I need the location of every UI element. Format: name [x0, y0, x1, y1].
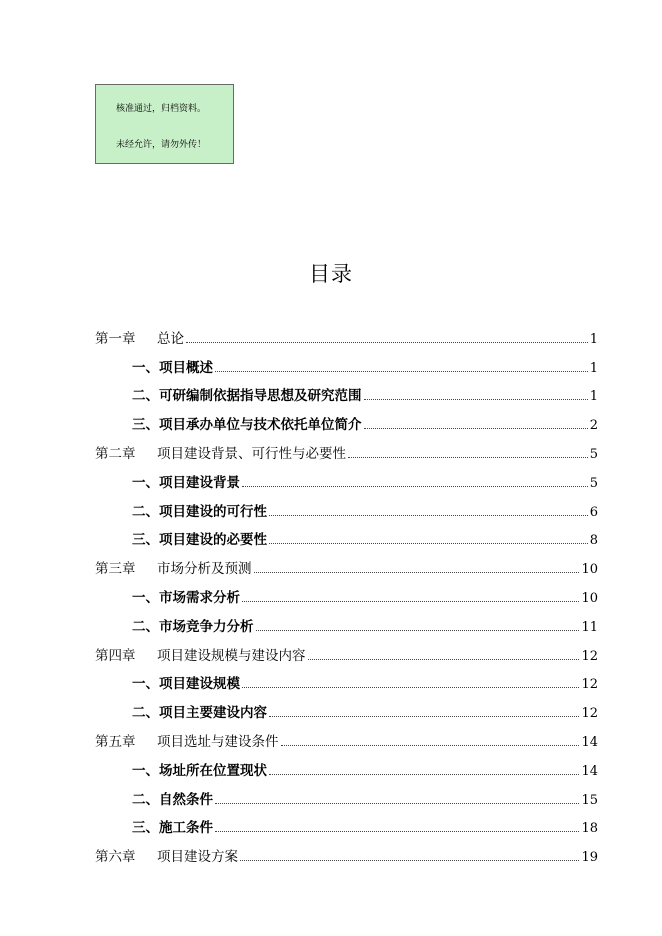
toc-entry-label	[95, 644, 306, 664]
page-number: 8	[589, 533, 598, 549]
toc-title: 目录	[309, 262, 353, 286]
chapter-title: 项目建设背景、可行性与必要性	[157, 445, 346, 462]
dot-leader	[348, 456, 588, 458]
toc-section-entry[interactable]	[95, 493, 598, 522]
page-number: 5	[589, 446, 598, 462]
toc-entry-label: 三、项目建设的必要性	[132, 532, 267, 549]
page-number: 6	[589, 504, 598, 520]
dot-leader	[364, 398, 588, 400]
page-number: 1	[589, 331, 598, 347]
dot-leader	[242, 686, 579, 688]
chapter-number: 第五章	[95, 733, 136, 750]
toc-entry-label	[95, 730, 279, 750]
dot-leader	[240, 859, 579, 861]
toc-entry-label	[95, 557, 252, 577]
dot-leader	[269, 542, 588, 544]
dot-leader	[242, 485, 588, 487]
approval-notice-box	[95, 84, 234, 164]
toc-section-entry[interactable]	[95, 579, 598, 608]
page-number: 1	[589, 389, 598, 405]
toc-chapter-entry[interactable]	[95, 637, 598, 666]
toc-chapter-entry[interactable]	[95, 550, 598, 579]
page-number: 14	[581, 763, 598, 779]
chapter-title: 项目建设规模与建设内容	[157, 647, 306, 664]
dot-leader	[254, 571, 580, 573]
toc-chapter-entry[interactable]	[95, 435, 598, 464]
toc-entry-label: 一、场址所在位置现状	[132, 762, 267, 779]
page-number: 12	[581, 677, 598, 693]
toc-section-entry[interactable]	[95, 608, 598, 637]
toc-entry-label: 一、项目建设背景	[132, 474, 240, 491]
toc-section-entry[interactable]	[95, 694, 598, 723]
chapter-title: 市场分析及预测	[157, 561, 252, 578]
notice-line-approved: 核准通过，归档资料。	[116, 104, 207, 114]
chapter-number: 第一章	[95, 330, 136, 347]
dot-leader	[269, 715, 579, 717]
toc-chapter-entry[interactable]	[95, 320, 598, 349]
toc-section-entry[interactable]	[95, 522, 598, 551]
dot-leader	[256, 629, 580, 631]
dot-leader	[186, 341, 588, 343]
toc-entry-label	[95, 442, 346, 462]
dot-leader	[281, 744, 580, 746]
page-number: 11	[581, 619, 598, 635]
toc-section-entry[interactable]	[95, 378, 598, 407]
toc-chapter-entry[interactable]	[95, 838, 598, 867]
toc-section-entry[interactable]	[95, 810, 598, 839]
dot-leader	[364, 427, 588, 429]
toc-entry-label: 二、可研编制依据指导思想及研究范围	[132, 388, 362, 405]
toc-section-entry[interactable]	[95, 666, 598, 695]
page-number: 12	[581, 648, 598, 664]
dot-leader	[269, 773, 579, 775]
chapter-number: 第二章	[95, 445, 136, 462]
toc-entry-label: 一、项目建设规模	[132, 676, 240, 693]
toc-entry-label	[95, 327, 184, 347]
toc-entry-label: 三、施工条件	[132, 820, 213, 837]
toc-section-entry[interactable]	[95, 349, 598, 378]
chapter-number: 第六章	[95, 849, 136, 866]
table-of-contents	[95, 320, 598, 867]
toc-entry-label: 二、市场竞争力分析	[132, 618, 254, 635]
chapter-title: 总论	[157, 330, 184, 347]
page-number: 14	[581, 734, 598, 750]
chapter-number: 第三章	[95, 561, 136, 578]
toc-entry-label: 二、项目主要建设内容	[132, 705, 267, 722]
toc-section-entry[interactable]	[95, 752, 598, 781]
dot-leader	[215, 830, 579, 832]
toc-entry-label: 三、项目承办单位与技术依托单位简介	[132, 417, 362, 434]
toc-entry-label: 一、项目概述	[132, 359, 213, 376]
page-number: 15	[581, 792, 598, 808]
toc-entry-label: 一、市场需求分析	[132, 589, 240, 606]
toc-section-entry[interactable]	[95, 406, 598, 435]
chapter-number: 第四章	[95, 647, 136, 664]
dot-leader	[269, 514, 588, 516]
page-number: 18	[581, 821, 598, 837]
page-number: 10	[581, 590, 598, 606]
page-number: 5	[589, 475, 598, 491]
toc-entry-label: 二、项目建设的可行性	[132, 503, 267, 520]
toc-chapter-entry[interactable]	[95, 723, 598, 752]
dot-leader	[215, 370, 588, 372]
page-number: 19	[581, 850, 598, 866]
chapter-title: 项目选址与建设条件	[157, 733, 279, 750]
toc-entry-label	[95, 845, 238, 865]
page-number: 12	[581, 706, 598, 722]
dot-leader	[242, 600, 579, 602]
dot-leader	[308, 658, 580, 660]
page-number: 1	[589, 360, 598, 376]
page-number: 2	[589, 418, 598, 434]
chapter-title: 项目建设方案	[157, 849, 238, 866]
notice-line-confidential: 未经允许，请勿外传！	[116, 140, 207, 150]
toc-section-entry[interactable]	[95, 781, 598, 810]
page-number: 10	[581, 562, 598, 578]
toc-entry-label: 二、自然条件	[132, 791, 213, 808]
toc-section-entry[interactable]	[95, 464, 598, 493]
dot-leader	[215, 802, 579, 804]
